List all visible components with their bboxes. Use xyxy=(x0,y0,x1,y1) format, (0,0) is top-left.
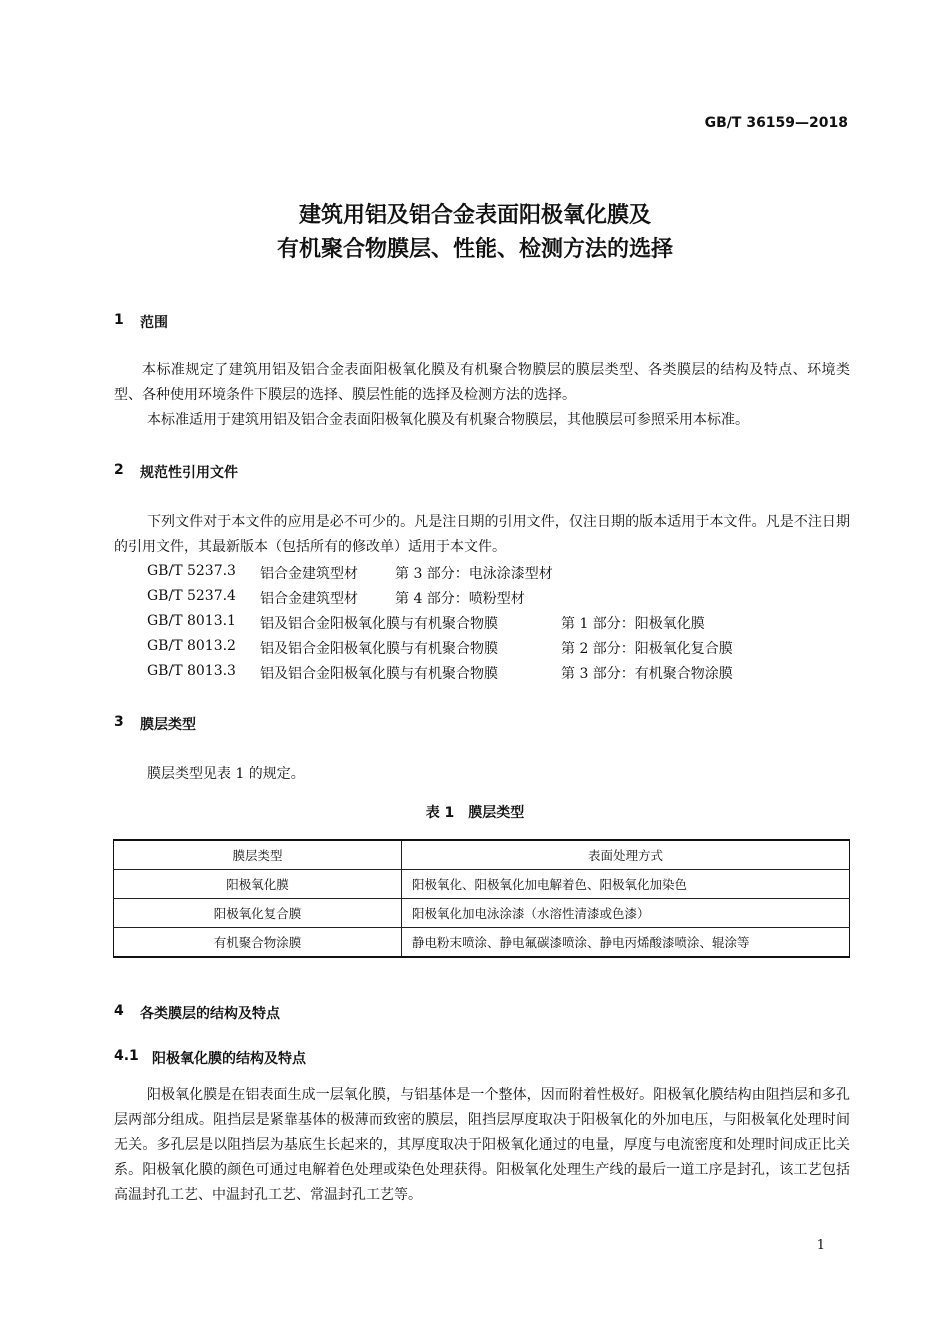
section-2-heading: 规范性引用文件 xyxy=(140,465,238,481)
table-row xyxy=(114,928,850,958)
reference-part: 第 1 部分：阳极氧化膜 xyxy=(561,616,705,632)
table-cell: 阳极氧化复合膜 xyxy=(114,899,402,928)
membrane-type-table xyxy=(113,839,850,958)
reference-code: GB/T 5237.4 xyxy=(147,588,236,604)
table-cell: 阳极氧化膜 xyxy=(114,870,402,899)
table-cell: 阳极氧化、阳极氧化加电解着色、阳极氧化加染色 xyxy=(402,870,850,899)
document-title-line1: 建筑用铝及铝合金表面阳极氧化膜及 xyxy=(298,203,651,228)
reference-title: 铝及铝合金阳极氧化膜与有机聚合物膜 xyxy=(260,666,498,682)
table-header-cell: 表面处理方式 xyxy=(402,840,850,870)
table-row xyxy=(114,899,850,928)
table-cell: 静电粉末喷涂、静电氟碳漆喷涂、静电丙烯酸漆喷涂、辊涂等 xyxy=(402,928,850,958)
section-4-1-heading: 阳极氧化膜的结构及特点 xyxy=(152,1051,306,1067)
table-header-cell: 膜层类型 xyxy=(114,840,402,870)
reference-part: 第 3 部分：电泳涂漆型材 xyxy=(395,566,553,582)
section-4-number: 4 xyxy=(114,1003,124,1019)
section-1-paragraph-1: 本标准规定了建筑用铝及铝合金表面阳极氧化膜及有机聚合物膜层的膜层类型、各类膜层的结构及特点、环境类型、各种使用环境条件下膜层的选择、膜层性能的选择及检测方法的选择。 xyxy=(114,362,850,403)
reference-title: 铝及铝合金阳极氧化膜与有机聚合物膜 xyxy=(260,616,498,632)
table-header-row xyxy=(114,840,850,870)
reference-title: 铝及铝合金阳极氧化膜与有机聚合物膜 xyxy=(260,641,498,657)
reference-code: GB/T 8013.2 xyxy=(147,638,236,654)
reference-code: GB/T 8013.3 xyxy=(147,663,236,679)
table-cell: 阳极氧化加电泳涂漆（水溶性清漆或色漆） xyxy=(402,899,850,928)
table-caption: 表 1 膜层类型 xyxy=(425,805,525,821)
table-cell: 有机聚合物涂膜 xyxy=(114,928,402,958)
reference-title: 铝合金建筑型材 xyxy=(260,566,358,582)
section-3-heading: 膜层类型 xyxy=(140,717,196,733)
section-2-paragraph-1: 下列文件对于本文件的应用是必不可少的。凡是注日期的引用文件，仅注日期的版本适用于本文件。凡是不注日期的引用文件，其最新版本（包括所有的修改单）适用于本文件。 xyxy=(114,514,850,555)
section-1-paragraph-2: 本标准适用于建筑用铝及铝合金表面阳极氧化膜及有机聚合物膜层，其他膜层可参照采用本标准。 xyxy=(147,412,749,428)
section-4-heading: 各类膜层的结构及特点 xyxy=(140,1006,280,1022)
page-number: 1 xyxy=(816,1238,825,1253)
reference-part: 第 4 部分：喷粉型材 xyxy=(395,591,525,607)
section-4-1-paragraph-1: 阳极氧化膜是在铝表面生成一层氧化膜，与铝基体是一个整体，因而附着性极好。阳极氧化膜结构由阻挡层和多孔层两部分组成。阻挡层是紧靠基体的极薄而致密的膜层，阻挡层厚度取决于阳极氧化的外加电压，与阳极氧化处理时间无关。多孔层是以阻挡层为基底生长起来的，其厚度取决于阳极氧化通过的电量，厚度与电流密度和处理时间成正比关系。阳极氧化膜的颜色可通过电解着色处理或染色处理获得。阳极氧化处理生产线的最后一道工序是封孔，该工艺包括高温封孔工艺、中温封孔工艺、常温封孔工艺等。 xyxy=(114,1087,850,1203)
reference-part: 第 3 部分：有机聚合物涂膜 xyxy=(561,666,733,682)
section-4-1-number: 4.1 xyxy=(114,1048,139,1064)
table-row xyxy=(114,870,850,899)
reference-code: GB/T 5237.3 xyxy=(147,563,236,579)
document-title-line2: 有机聚合物膜层、性能、检测方法的选择 xyxy=(276,237,673,262)
section-3-number: 3 xyxy=(114,714,124,730)
section-1-number: 1 xyxy=(114,312,124,328)
section-3-paragraph-1: 膜层类型见表 1 的规定。 xyxy=(147,766,305,782)
reference-part: 第 2 部分：阳极氧化复合膜 xyxy=(561,641,733,657)
reference-code: GB/T 8013.1 xyxy=(147,613,236,629)
section-1-heading: 范围 xyxy=(140,315,168,331)
standard-number: GB/T 36159—2018 xyxy=(704,115,848,131)
section-2-number: 2 xyxy=(114,462,124,478)
reference-title: 铝合金建筑型材 xyxy=(260,591,358,607)
